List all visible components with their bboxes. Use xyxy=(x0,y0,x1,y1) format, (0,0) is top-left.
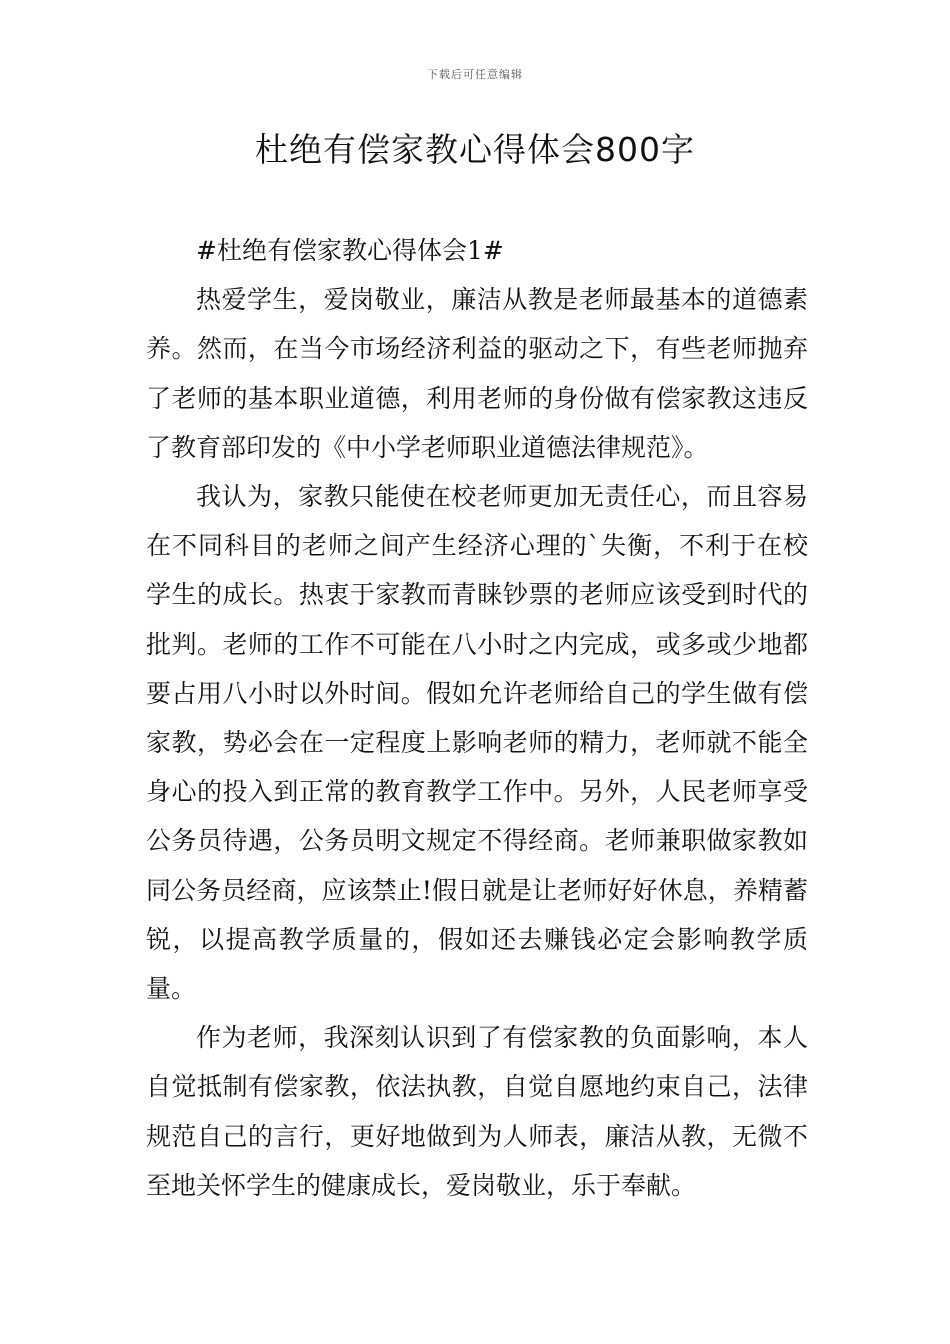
document-title: 杜绝有偿家教心得体会800字 xyxy=(255,130,695,169)
section-heading: #杜绝有偿家教心得体会1# xyxy=(196,236,504,265)
paragraph: 热爱学生，爱岗敬业，廉洁从教是老师最基本的道德素养。然而，在当今市场经济利益的驱动之下，有些老师抛弃了老师的基本职业道德，利用老师的身份做有偿家教这违反了教育部印发的《中小学老师职业道德法律规范》。 xyxy=(146,285,808,462)
paragraph: 我认为，家教只能使在校老师更加无责任心，而且容易在不同科目的老师之间产生经济心理的`失衡，不利于在校学生的成长。热衷于家教而青睐钞票的老师应该受到时代的批判。老师的工作不可能在八小时之内完成，或多或少地都要占用八小时以外时间。假如允许老师给自己的学生做有偿家教，势必会在一定程度上影响老师的精力，老师就不能全身心的投入到正常的教育教学工作中。另外，人民老师享受公务员待遇，公务员明文规定不得经商。老师兼职做家教如同公务员经商，应该禁止!假日就是让老师好好休息，养精蓄锐，以提高教学质量的，假如还去赚钱必定会影响教学质量。 xyxy=(146,482,808,1004)
header-note: 下载后可任意编辑 xyxy=(427,68,523,81)
document-body xyxy=(146,226,808,1210)
paragraph: 作为老师，我深刻认识到了有偿家教的负面影响，本人自觉抵制有偿家教，依法执教，自觉自愿地约束自己，法律规范自己的言行，更好地做到为人师表，廉洁从教，无微不至地关怀学生的健康成长，爱岗敬业，乐于奉献。 xyxy=(146,1023,808,1200)
